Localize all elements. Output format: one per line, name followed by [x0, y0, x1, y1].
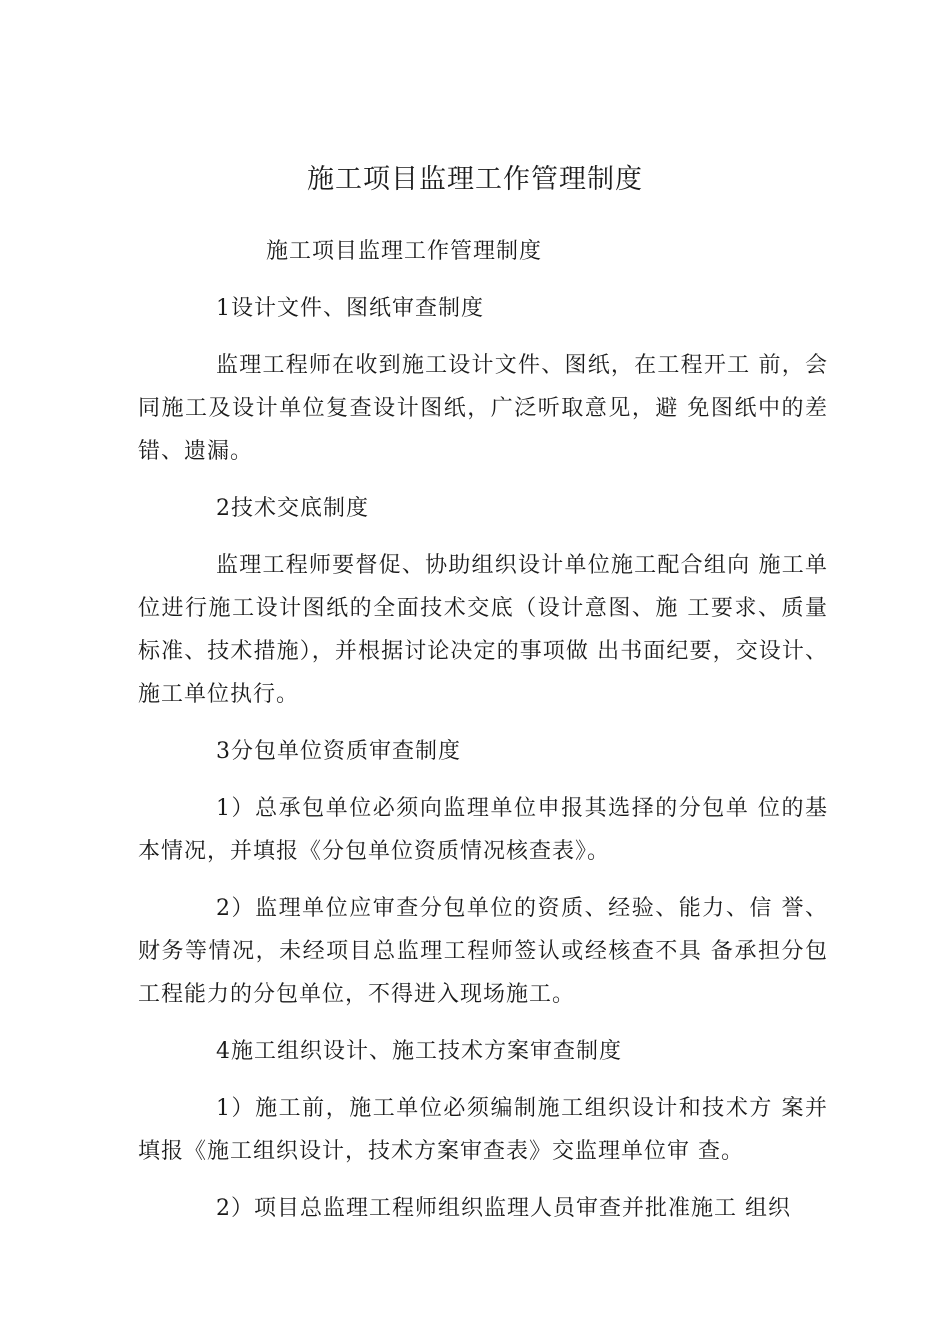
section-1-paragraph: 监理工程师在收到施工设计文件、图纸，在工程开工 前，会同施工及设计单位复查设计图纸，广泛听取意见，避 免图纸中的差错、遗漏。 [138, 353, 828, 464]
section-3-item-2: 2）监理单位应审查分包单位的资质、经验、能力、信 誉、财务等情况，未经项目总监理工程师签认或经核查不具 备承担分包工程能力的分包单位，不得进入现场施工。 [138, 896, 828, 1007]
section-heading-2: 2技术交底制度 [216, 496, 369, 521]
section-4-item-1: 1）施工前，施工单位必须编制施工组织设计和技术方 案并填报《施工组织设计，技术方案审查表》交监理单位审 查。 [138, 1096, 828, 1164]
section-2-paragraph: 监理工程师要督促、协助组织设计单位施工配合组向 施工单位进行施工设计图纸的全面技术交底（设计意图、施 工要求、质量标准、技术措施），并根据讨论决定的事项做 出书面纪要，交设计、施工单位执行。 [138, 553, 828, 707]
document-title: 施工项目监理工作管理制度 [307, 164, 643, 195]
section-heading-3: 3分包单位资质审查制度 [216, 739, 461, 764]
section-4-item-2: 2）项目总监理工程师组织监理人员审查并批准施工 组织 [216, 1196, 791, 1221]
document-subtitle: 施工项目监理工作管理制度 [266, 239, 543, 264]
section-heading-4: 4施工组织设计、施工技术方案审查制度 [216, 1039, 622, 1064]
section-3-item-1: 1）总承包单位必须向监理单位申报其选择的分包单 位的基本情况，并填报《分包单位资质情况核查表》。 [138, 796, 828, 864]
document-body [138, 230, 828, 1244]
section-heading-1: 1设计文件、图纸审查制度 [216, 296, 484, 321]
